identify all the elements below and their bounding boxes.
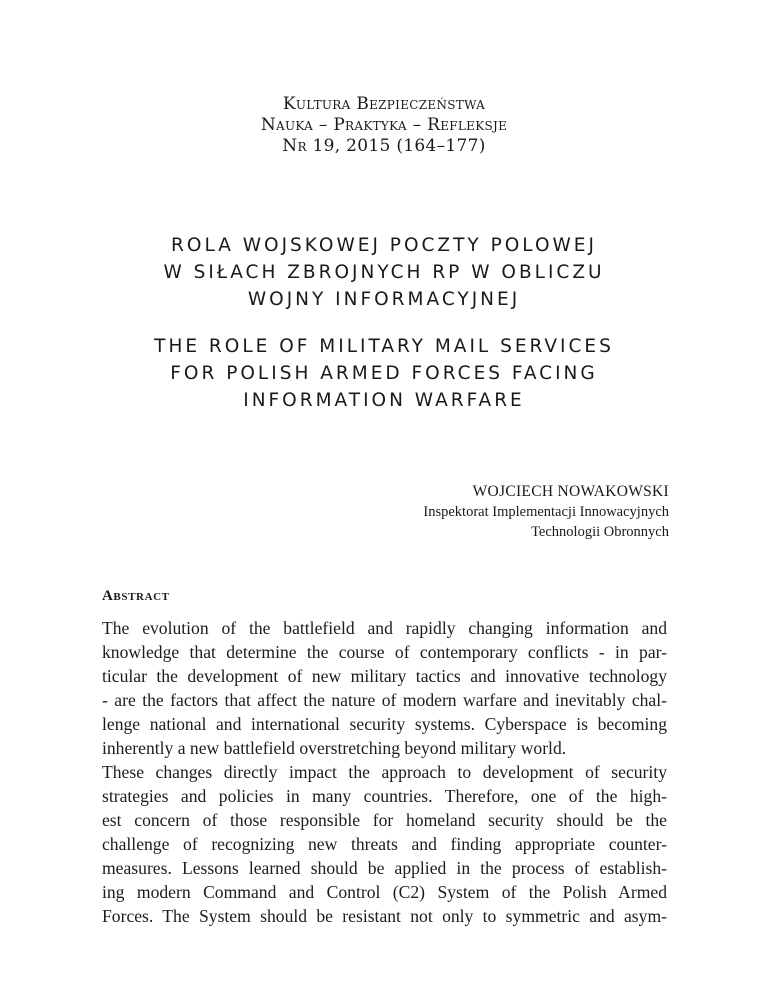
title-polish-line: ROLA WOJSKOWEJ POCZTY POLOWEJ xyxy=(171,235,597,256)
abstract-line: The evolution of the battlefield and rapidly changing information and xyxy=(102,618,667,638)
abstract-line: strategies and policies in many countries. Therefore, one of the high- xyxy=(102,786,667,806)
journal-title: Kultura Bezpieczeństwa xyxy=(282,94,486,114)
abstract-body xyxy=(102,616,667,928)
author-name: WOJCIECH NOWAKOWSKI xyxy=(472,483,669,500)
abstract-line: est concern of those responsible for homeland security should be the xyxy=(102,810,667,830)
abstract-line: ing modern Command and Control (C2) System of the Polish Armed xyxy=(102,882,667,902)
title-english-line: THE ROLE OF MILITARY MAIL SERVICES xyxy=(154,336,614,357)
abstract-line: inherently a new battlefield overstretching beyond military world. xyxy=(102,738,567,758)
abstract-line: - are the factors that affect the nature of modern warfare and inevitably chal- xyxy=(102,690,667,710)
author-affiliation-line: Technologii Obronnych xyxy=(531,524,669,540)
title-polish xyxy=(0,232,768,313)
title-english xyxy=(0,333,768,414)
abstract-line: measures. Lessons learned should be applied in the process of establish- xyxy=(102,858,667,878)
abstract-line: lenge national and international security systems. Cyberspace is becoming xyxy=(102,714,667,734)
abstract-line: Forces. The System should be resistant not only to symmetric and asym- xyxy=(102,906,667,926)
journal-header xyxy=(0,94,768,157)
abstract-line: knowledge that determine the course of contemporary conflicts - in par- xyxy=(102,642,667,662)
author-affiliation-line: Inspektorat Implementacji Innowacyjnych xyxy=(423,504,669,520)
abstract-line: These changes directly impact the approach to development of security xyxy=(102,762,667,782)
abstract-heading: Abstract xyxy=(102,588,170,604)
abstract-paragraph-2 xyxy=(102,760,667,928)
title-polish-line: W SIŁACH ZBROJNYCH RP W OBLICZU xyxy=(163,262,605,283)
journal-subtitle: Nauka – Praktyka – Refleksje xyxy=(260,115,508,135)
journal-issue: Nr 19, 2015 (164–177) xyxy=(282,136,486,156)
abstract-line: ticular the development of new military tactics and innovative technology xyxy=(102,666,667,686)
abstract-line: challenge of recognizing new threats and finding appropriate counter- xyxy=(102,834,667,854)
abstract-paragraph-1 xyxy=(102,616,667,760)
title-english-line: FOR POLISH ARMED FORCES FACING xyxy=(170,363,598,384)
title-english-line: INFORMATION WARFARE xyxy=(243,390,525,411)
author-block xyxy=(423,482,669,542)
title-polish-line: WOJNY INFORMACYJNEJ xyxy=(247,289,521,310)
